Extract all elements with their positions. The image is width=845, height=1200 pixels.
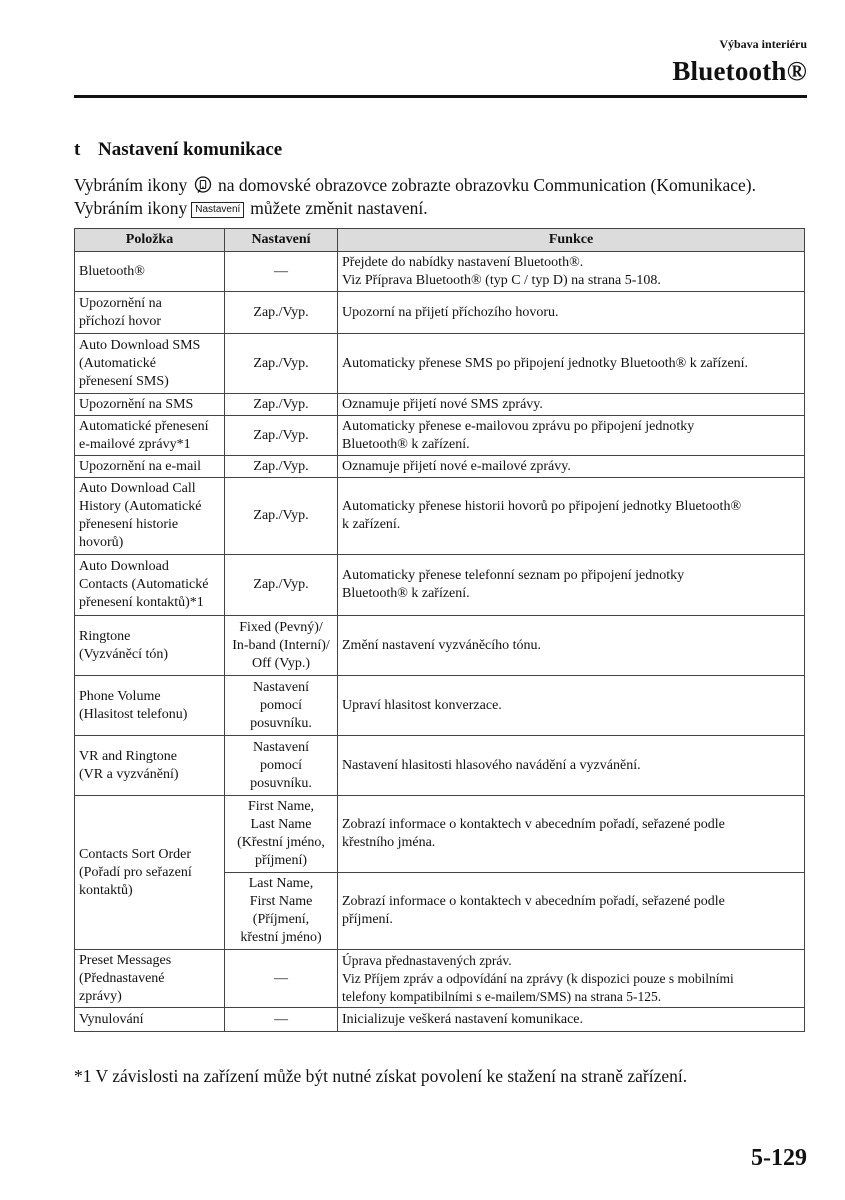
function-line: k zařízení. <box>342 517 401 532</box>
setting-line: Nastavení <box>253 739 309 755</box>
function-line: Automaticky přenese e-mailovou zprávu po připojení jednotky <box>342 418 695 434</box>
item-line: Contacts (Automatické <box>79 577 209 592</box>
table-row <box>75 676 805 736</box>
item-line: (Vyzváněcí tón) <box>79 646 169 662</box>
settings-button-label: Nastavení <box>191 202 244 218</box>
function-line: Zobrazí informace o kontaktech v abecedním pořadí, seřazené podle <box>342 894 725 909</box>
setting-cell <box>225 873 338 950</box>
setting-line: posuvníku. <box>250 715 312 731</box>
table-row <box>75 292 805 334</box>
item-cell <box>75 736 225 796</box>
item-line: přenesení SMS) <box>79 373 169 389</box>
function-line: Viz Příjem zpráv a odpovídání na zprávy (k dispozici pouze s mobilními <box>342 970 734 986</box>
intro-text <box>74 174 814 220</box>
function-line: Bluetooth® k zařízení. <box>342 586 470 601</box>
section-heading <box>74 139 282 161</box>
item-cell <box>75 950 225 1008</box>
setting-line: pomocí <box>260 757 302 773</box>
item-cell <box>75 416 225 456</box>
setting-line: pomocí <box>260 697 302 713</box>
setting-line: Last Name, <box>248 876 314 891</box>
item-line: Ringtone <box>79 628 131 644</box>
setting-cell: Zap./Vyp. <box>225 555 338 616</box>
item-line: (Hlasitost telefonu) <box>79 706 188 722</box>
table-row <box>75 616 805 676</box>
item-cell <box>75 616 225 676</box>
setting-line: First Name <box>249 894 313 909</box>
item-cell: Upozornění na SMS <box>75 394 225 416</box>
item-line: hovorů) <box>79 535 124 550</box>
function-cell <box>338 416 805 456</box>
function-cell: Upraví hlasitost konverzace. <box>338 676 805 736</box>
item-line: příchozí hovor <box>79 313 162 329</box>
function-cell: Inicializuje veškerá nastavení komunikace. <box>338 1008 805 1032</box>
section-marker: t <box>74 139 81 160</box>
table-row <box>75 950 805 1008</box>
function-line: Bluetooth® k zařízení. <box>342 436 470 452</box>
setting-cell <box>225 796 338 873</box>
item-cell: Bluetooth® <box>75 252 225 292</box>
section-heading-text: Nastavení komunikace <box>98 139 283 160</box>
section-label: Výbava interiéru <box>719 37 807 51</box>
item-line: zprávy) <box>79 988 122 1004</box>
setting-line: In-band (Interní)/ <box>232 637 330 653</box>
item-line: Automatické přenesení <box>79 418 209 434</box>
item-line: Preset Messages <box>79 952 172 968</box>
header-rule <box>74 95 807 98</box>
setting-cell <box>225 736 338 796</box>
function-line: Automaticky přenese telefonní seznam po připojení jednotky <box>342 568 685 583</box>
table-row <box>75 555 805 616</box>
item-line: kontaktů) <box>79 882 133 898</box>
item-line: Contacts Sort Order <box>79 846 191 862</box>
function-line: Viz Příprava Bluetooth® (typ C / typ D) na strana 5-108. <box>342 272 661 288</box>
setting-cell: Zap./Vyp. <box>225 292 338 334</box>
function-cell <box>338 252 805 292</box>
table-row <box>75 394 805 416</box>
function-cell <box>338 796 805 873</box>
function-cell: Změní nastavení vyzváněcího tónu. <box>338 616 805 676</box>
intro-line-1 <box>74 174 814 197</box>
setting-cell: Zap./Vyp. <box>225 478 338 555</box>
page-number: 5-129 <box>751 1145 807 1171</box>
item-line: (Pořadí pro seřazení <box>79 864 192 880</box>
setting-line: (Příjmení, <box>252 912 310 927</box>
item-line: e-mailové zprávy*1 <box>79 436 191 452</box>
function-cell: Nastavení hlasitosti hlasového navádění a vyzvánění. <box>338 736 805 796</box>
table-row <box>75 1008 805 1032</box>
communication-settings-table <box>74 228 805 1032</box>
function-cell <box>338 555 805 616</box>
function-line: Přejdete do nabídky nastavení Bluetooth®. <box>342 254 584 270</box>
function-line: příjmení. <box>342 912 393 927</box>
setting-cell: Zap./Vyp. <box>225 416 338 456</box>
footnote: *1 V závislosti na zařízení může být nutné získat povolení ke stažení na straně zařízení. <box>74 1066 688 1086</box>
item-line: Auto Download Call <box>79 481 196 496</box>
item-line: (Automatické <box>79 355 156 371</box>
function-line: Automaticky přenese historii hovorů po připojení jednotky Bluetooth® <box>342 499 742 514</box>
function-line: křestního jména. <box>342 835 436 850</box>
table-header-row <box>75 229 805 252</box>
item-line: přenesení kontaktů)*1 <box>79 595 204 610</box>
item-line: VR and Ringtone <box>79 748 177 764</box>
item-cell <box>75 796 225 950</box>
item-cell <box>75 478 225 555</box>
item-line: History (Automatické <box>79 499 202 514</box>
setting-cell: — <box>225 1008 338 1032</box>
function-cell <box>338 950 805 1008</box>
chapter-title: Bluetooth® <box>672 56 807 86</box>
item-cell <box>75 292 225 334</box>
setting-cell <box>225 616 338 676</box>
setting-line: (Křestní jméno, <box>237 835 325 850</box>
setting-cell: Zap./Vyp. <box>225 334 338 394</box>
setting-line: Fixed (Pevný)/ <box>239 619 323 635</box>
function-cell <box>338 478 805 555</box>
table-row <box>75 456 805 478</box>
intro-line2-before: Vybráním ikony <box>74 198 188 218</box>
item-line: Phone Volume <box>79 688 161 704</box>
setting-line: Nastavení <box>253 679 309 695</box>
table-row <box>75 478 805 555</box>
setting-cell <box>225 676 338 736</box>
column-header-setting: Nastavení <box>225 229 338 252</box>
setting-cell: Zap./Vyp. <box>225 456 338 478</box>
item-line: Upozornění na <box>79 295 162 311</box>
phone-bubble-icon <box>194 176 212 194</box>
setting-line: Off (Vyp.) <box>251 655 311 671</box>
item-line: (Přednastavené <box>79 970 165 986</box>
setting-line: First Name, <box>247 799 315 814</box>
item-line: Auto Download <box>79 559 169 574</box>
intro-line1-after: na domovské obrazovce zobrazte obrazovku Communication (Komunikace). <box>218 175 756 195</box>
table-row <box>75 736 805 796</box>
item-cell <box>75 334 225 394</box>
function-line: Úprava přednastavených zpráv. <box>342 952 512 968</box>
column-header-item: Položka <box>75 229 225 252</box>
function-cell: Oznamuje přijetí nové SMS zprávy. <box>338 394 805 416</box>
table-row <box>75 334 805 394</box>
function-cell: Upozorní na přijetí příchozího hovoru. <box>338 292 805 334</box>
table-row <box>75 796 805 873</box>
function-cell <box>338 873 805 950</box>
table-row <box>75 252 805 292</box>
setting-line: příjmení) <box>254 853 308 868</box>
item-cell: Upozornění na e-mail <box>75 456 225 478</box>
function-cell: Oznamuje přijetí nové e-mailové zprávy. <box>338 456 805 478</box>
setting-line: křestní jméno) <box>240 930 322 945</box>
intro-line2-after: můžete změnit nastavení. <box>250 198 428 218</box>
setting-cell: Zap./Vyp. <box>225 394 338 416</box>
setting-line: posuvníku. <box>250 775 312 791</box>
item-line: přenesení historie <box>79 517 179 532</box>
item-cell <box>75 676 225 736</box>
intro-line1-before: Vybráním ikony <box>74 175 188 195</box>
table-row <box>75 416 805 456</box>
setting-cell: — <box>225 252 338 292</box>
item-cell: Vynulování <box>75 1008 225 1032</box>
item-line: Auto Download SMS <box>79 337 201 353</box>
setting-cell: — <box>225 950 338 1008</box>
function-line: telefony kompatibilními s e-mailem/SMS) na strana 5-125. <box>342 988 662 1004</box>
intro-line-2 <box>74 197 814 220</box>
item-line: (VR a vyzvánění) <box>79 766 179 782</box>
function-cell: Automaticky přenese SMS po připojení jednotky Bluetooth® k zařízení. <box>338 334 805 394</box>
item-cell <box>75 555 225 616</box>
function-line: Zobrazí informace o kontaktech v abecedním pořadí, seřazené podle <box>342 817 725 832</box>
column-header-function: Funkce <box>338 229 805 252</box>
setting-line: Last Name <box>250 817 312 832</box>
